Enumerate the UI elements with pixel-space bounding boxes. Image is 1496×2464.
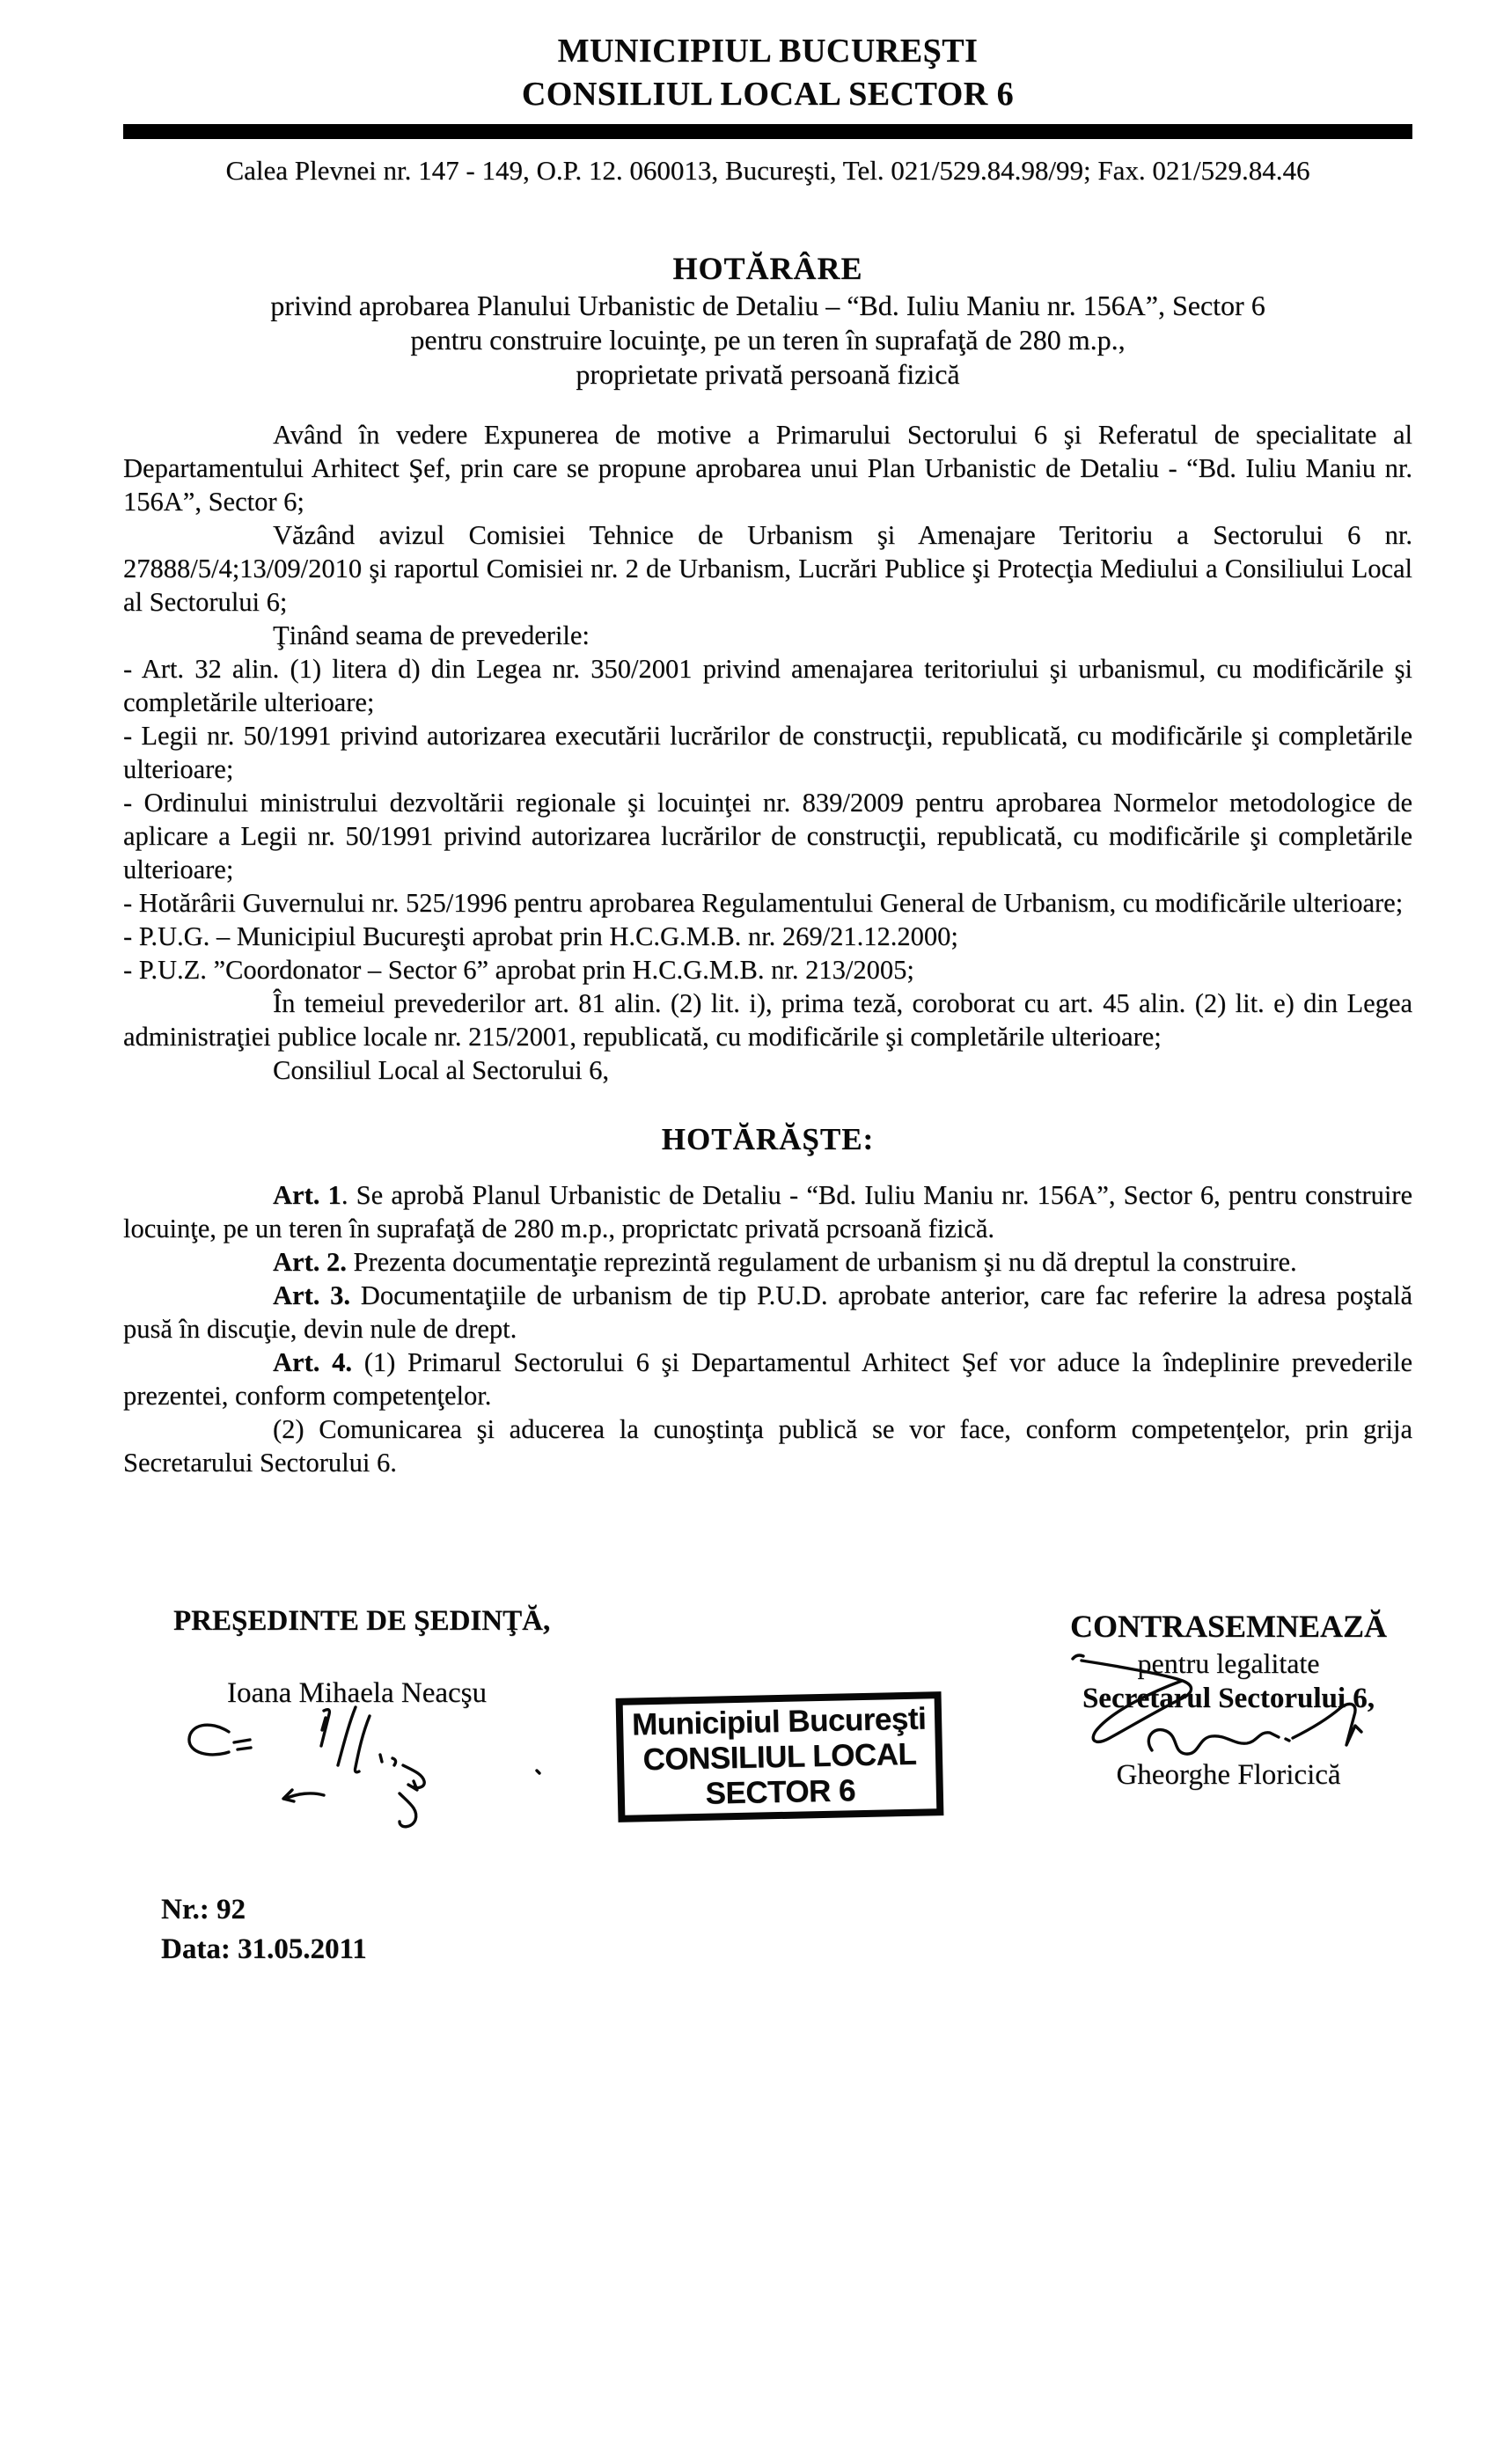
countersign-subheading: pentru legalitate xyxy=(1137,1647,1320,1679)
article-4-paragraph-2-text: (2) Comunicarea şi aducerea la cunoştinţa publică se vor face, conform competenţelor, prin grija Secretarului Sectorului 6. xyxy=(123,1414,1412,1478)
legal-reference-item: - Legii nr. 50/1991 privind autorizarea executării lucrărilor de construcţii, republicată, cu modificările şi completările ulterioare; xyxy=(123,721,1412,784)
document-date: Data: 31.05.2011 xyxy=(161,1933,367,1965)
preamble-paragraph: Consiliul Local al Sectorului 6, xyxy=(273,1055,610,1085)
org-name-line1: MUNICIPIUL BUCUREŞTI xyxy=(557,33,979,70)
document-title: HOTĂRÂRE xyxy=(672,251,863,286)
org-address-line: Calea Plevnei nr. 147 - 149, O.P. 12. 060013, Bucureşti, Tel. 021/529.84.98/99; Fax. 021/529.84.46 xyxy=(225,155,1310,186)
decree-heading: HOTĂRĂŞTE: xyxy=(661,1122,875,1156)
preamble-paragraph: Văzând avizul Comisiei Tehnice de Urbanism şi Amenajare Teritoriu a Sectorului 6 nr. 27888/5/4;13/09/2010 şi raportul Comisiei nr. 2 de Urbanism, Lucrări Publice şi Protecţia Mediului a Consiliului Local al Sectorului 6; xyxy=(123,520,1412,617)
countersign-role: Secretarul Sectorului 6, xyxy=(1082,1683,1375,1714)
president-title: PREŞEDINTE DE ŞEDINŢĂ, xyxy=(173,1605,551,1637)
stamp-line3: SECTOR 6 xyxy=(705,1773,856,1811)
document-content xyxy=(123,0,1412,1479)
document-footer xyxy=(161,1890,367,1969)
legal-reference-item: - P.U.G. – Municipiul Bucureşti aprobat prin H.C.G.M.B. nr. 269/21.12.2000; xyxy=(123,921,958,951)
stamp-line2: CONSILIUL LOCAL xyxy=(642,1736,917,1778)
article-3-label: Art. 3. xyxy=(273,1280,351,1310)
article-3-text: Documentaţiile de urbanism de tip P.U.D. aprobate anterior, care fac referire la adresa poştală pusă în discuţie, devin nule de drept. xyxy=(123,1280,1412,1344)
document-subtitle-line1: privind aprobarea Planului Urbanistic de Detaliu – “Bd. Iuliu Maniu nr. 156A”, Sector 6 xyxy=(270,290,1265,321)
legal-reference-item: - Hotărârii Guvernului nr. 525/1996 pentru aprobarea Regulamentului General de Urbanism, cu modificările ulterioare; xyxy=(123,888,1404,918)
preamble-paragraph: În temeiul prevederilor art. 81 alin. (2) lit. i), prima teză, coroborat cu art. 45 alin. (2) lit. e) din Legea administraţiei publice locale nr. 215/2001, republicată, cu modificările şi completările ulterioare; xyxy=(123,988,1412,1052)
legal-reference-item: - P.U.Z. ”Coordonator – Sector 6” aprobat prin H.C.G.M.B. nr. 213/2005; xyxy=(123,955,914,985)
preamble-paragraph: Ţinând seama de prevederile: xyxy=(273,620,590,650)
article-1 xyxy=(123,1178,1412,1245)
countersign-name: Gheorghe Floricică xyxy=(1116,1759,1341,1791)
article-2-text: Prezenta documentaţie reprezintă regulament de urbanism şi nu dă dreptul la construire. xyxy=(346,1247,1297,1277)
document-subtitle-line3: proprietate privată persoană fizică xyxy=(576,358,960,390)
org-name-line2: CONSILIUL LOCAL SECTOR 6 xyxy=(521,76,1015,113)
article-2-label: Art. 2. xyxy=(273,1247,347,1277)
council-stamp xyxy=(616,1691,944,1822)
president-signature xyxy=(183,1704,553,1836)
president-name: Ioana Mihaela Neacşu xyxy=(227,1677,488,1709)
preamble-section xyxy=(123,418,1412,1087)
article-2 xyxy=(123,1245,1412,1279)
legal-reference-item: - Art. 32 alin. (1) litera d) din Legea nr. 350/2001 privind amenajarea teritoriului şi urbanismul, cu modificările şi completările ulterioare; xyxy=(123,654,1412,717)
articles-section xyxy=(123,1178,1412,1479)
article-4-text: (1) Primarul Sectorului 6 şi Departamentul Arhitect Şef vor aduce la îndeplinire prevederile prezentei, conform competenţelor. xyxy=(123,1347,1412,1411)
header-divider-bar xyxy=(123,124,1412,139)
countersign-heading: CONTRASEMNEAZĂ xyxy=(1069,1609,1388,1644)
article-1-label: Art. 1 xyxy=(273,1180,341,1210)
legal-reference-item: - Ordinului ministrului dezvoltării regionale şi locuinţei nr. 839/2009 pentru aprobarea Normelor metodologice de aplicare a Legii nr. 50/1991 privind autorizarea lucrărilor de construcţii, republicată, cu modificările şi completările ulterioare; xyxy=(123,788,1412,884)
secretary-signature xyxy=(1067,1648,1384,1780)
article-4-label: Art. 4. xyxy=(273,1347,352,1377)
article-4-paragraph-2 xyxy=(123,1412,1412,1479)
document-subtitle-line2: pentru construire locuinţe, pe un teren în suprafaţă de 280 m.p., xyxy=(410,324,1126,356)
article-4 xyxy=(123,1346,1412,1412)
preamble-paragraph: Având în vedere Expunerea de motive a Primarului Sectorului 6 şi Referatul de specialitate al Departamentului Arhitect Şef, prin care se propune aprobarea unui Plan Urbanistic de Detaliu - “Bd. Iuliu Maniu nr. 156A”, Sector 6; xyxy=(123,420,1412,517)
secretary-signature-scrawl xyxy=(1067,1648,1384,1780)
president-signature-scrawl xyxy=(183,1704,553,1836)
article-3 xyxy=(123,1279,1412,1346)
stamp-line1: Municipiul Bucureşti xyxy=(631,1701,927,1742)
article-1-text: . Se aprobă Planul Urbanistic de Detaliu - “Bd. Iuliu Maniu nr. 156A”, Sector 6, pentru construire locuinţe, pe un teren în suprafaţă de 280 m.p., proprictatc privată pcrsoană fizică. xyxy=(123,1180,1412,1243)
document-number: Nr.: 92 xyxy=(161,1894,246,1925)
